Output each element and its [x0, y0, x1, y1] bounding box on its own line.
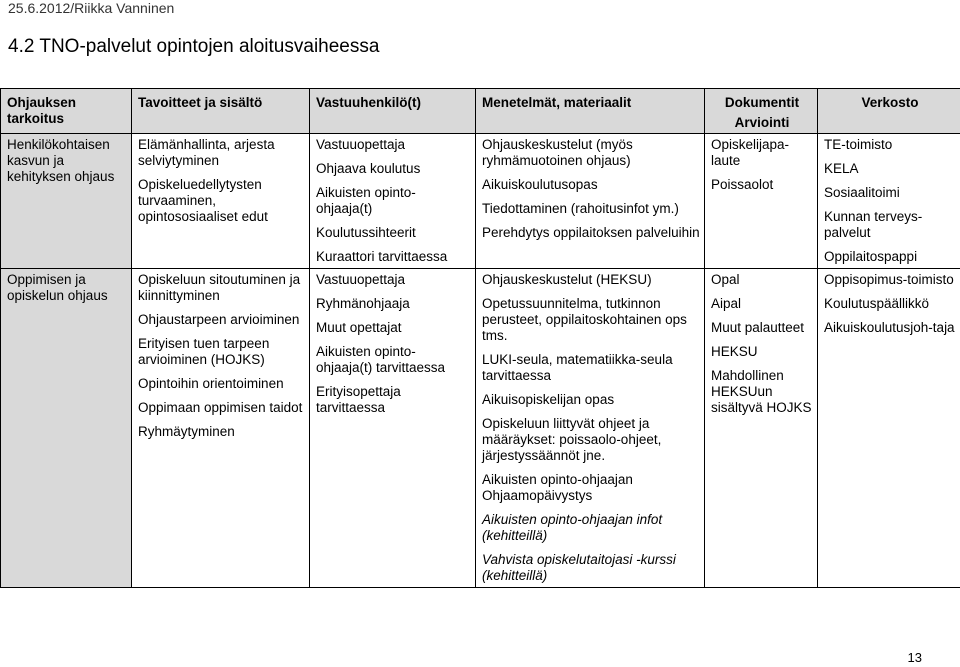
person-item: Vastuuopettaja — [316, 272, 406, 287]
goal-item: Elämänhallinta, arjesta selviytyminen — [138, 137, 275, 168]
goal-item: Opiskeluun sitoutuminen ja kiinnittyminen — [138, 272, 301, 303]
network-item: TE-toimisto — [824, 137, 893, 152]
header-goals: Tavoitteet ja sisältö — [132, 89, 310, 134]
network-item: Koulutuspäällikkö — [824, 296, 930, 311]
method-item-planned: Vahvista opiskelutaitojasi -kurssi (kehitteillä) — [482, 552, 676, 583]
network-item: Oppilaitospappi — [824, 249, 918, 264]
row-methods — [476, 134, 705, 269]
document-item: Mahdollinen HEKSUun sisältyvä HOJKS — [711, 368, 812, 415]
document-item: Opal — [711, 272, 740, 287]
person-item: Ohjaava koulutus — [316, 161, 421, 176]
network-item: Oppisopimus-toimisto — [824, 272, 954, 287]
document-item: Poissaolot — [711, 177, 774, 192]
section-title: 4.2 TNO-palvelut opintojen aloitusvaiheessa — [8, 36, 380, 57]
network-item: KELA — [824, 161, 859, 176]
method-item: Ohjauskeskustelut (myös ryhmämuotoinen ohjaus) — [482, 137, 633, 168]
header-persons: Vastuuhenkilö(t) — [310, 89, 476, 134]
table-row — [1, 134, 960, 269]
row-network — [818, 134, 960, 269]
goal-item: Erityisen tuen tarpeen arvioiminen (HOJKS) — [138, 336, 270, 367]
row-purpose: Henkilökohtaisen kasvun ja kehityksen ohjaus — [1, 134, 132, 269]
header-network: Verkosto — [818, 89, 960, 134]
network-item: Aikuiskoulutusjoh-taja — [824, 320, 955, 335]
goal-item: Opiskeluedellytysten turvaaminen, opintososiaaliset edut — [138, 177, 268, 224]
services-table — [0, 88, 960, 588]
person-item: Kuraattori tarvittaessa — [316, 249, 448, 264]
network-item: Sosiaalitoimi — [824, 185, 900, 200]
method-item: Opiskeluun liittyvät ohjeet ja määräykset: poissaolo-ohjeet, järjestyssäännöt jne. — [482, 416, 662, 463]
document-item: Aipal — [711, 296, 742, 311]
person-item: Vastuuopettaja — [316, 137, 406, 152]
row-goals — [132, 269, 310, 588]
header-purpose: Ohjauksen tarkoitus — [1, 89, 132, 134]
method-item: Opetussuunnitelma, tutkinnon perusteet, oppilaitoskohtainen ops tms. — [482, 296, 687, 343]
row-persons — [310, 269, 476, 588]
goal-item: Opintoihin orientoiminen — [138, 376, 284, 391]
person-item: Erityisopettaja tarvittaessa — [316, 384, 401, 415]
row-methods — [476, 269, 705, 588]
row-purpose: Oppimisen ja opiskelun ohjaus — [1, 269, 132, 588]
method-item: Perehdytys oppilaitoksen palveluihin — [482, 225, 700, 240]
header-methods: Menetelmät, materiaalit — [476, 89, 705, 134]
date-author-line: 25.6.2012/Riikka Vanninen — [8, 0, 175, 16]
header-documents-label: Dokumentit — [724, 95, 800, 110]
document-item: Opiskelijapa-laute — [711, 137, 790, 168]
person-item: Aikuisten opinto-ohjaaja(t) tarvittaessa — [316, 344, 446, 375]
person-item: Muut opettajat — [316, 320, 402, 335]
person-item: Ryhmänohjaaja — [316, 296, 410, 311]
method-item-planned: Aikuisten opinto-ohjaajan infot (kehitteillä) — [482, 512, 663, 543]
row-documents — [705, 269, 818, 588]
header-evaluation-label: Arviointi — [734, 115, 790, 130]
table-header-row — [1, 89, 960, 134]
row-persons — [310, 134, 476, 269]
header-documents — [705, 89, 818, 134]
row-goals — [132, 134, 310, 269]
network-item: Kunnan terveys-palvelut — [824, 209, 923, 240]
method-item: Tiedottaminen (rahoitusinfot ym.) — [482, 201, 679, 216]
goal-item: Oppimaan oppimisen taidot — [138, 400, 303, 415]
method-item: Aikuiskoulutusopas — [482, 177, 598, 192]
document-item: HEKSU — [711, 344, 758, 359]
row-documents — [705, 134, 818, 269]
method-item: Aikuisten opinto-ohjaajan Ohjaamopäivystys — [482, 472, 633, 503]
method-item: LUKI-seula, matematiikka-seula tarvittaessa — [482, 352, 673, 383]
person-item: Koulutussihteerit — [316, 225, 416, 240]
page-number: 13 — [907, 650, 922, 665]
row-network — [818, 269, 960, 588]
goal-item: Ryhmäytyminen — [138, 424, 235, 439]
method-item: Ohjauskeskustelut (HEKSU) — [482, 272, 652, 287]
goal-item: Ohjaustarpeen arvioiminen — [138, 312, 300, 327]
document-item: Muut palautteet — [711, 320, 805, 335]
method-item: Aikuisopiskelijan opas — [482, 392, 615, 407]
person-item: Aikuisten opinto-ohjaaja(t) — [316, 185, 416, 216]
table-row — [1, 269, 960, 588]
